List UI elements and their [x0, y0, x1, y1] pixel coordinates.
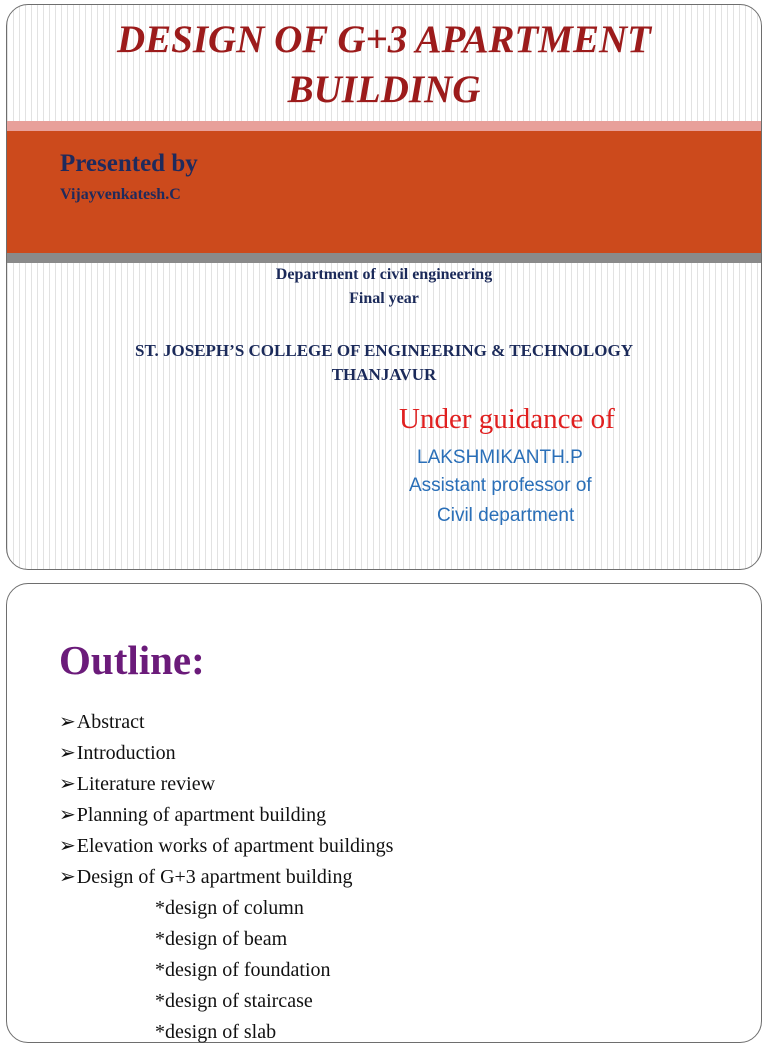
college-city: THANJAVUR: [331, 365, 437, 384]
guide-department: Civil department: [437, 505, 575, 526]
list-item: [59, 831, 393, 862]
presenter-name: Vijayvenkatesh.C: [60, 186, 181, 203]
arrow-bullet-icon: ➢: [59, 773, 76, 795]
arrow-bullet-icon: ➢: [59, 866, 76, 888]
sub-list-item: *design of column: [155, 897, 304, 919]
title-slide: [6, 4, 762, 570]
title-line-2: BUILDING: [287, 68, 481, 111]
sub-list-item: *design of foundation: [155, 959, 331, 981]
list-item: [59, 707, 393, 738]
college-name: ST. JOSEPH’S COLLEGE OF ENGINEERING & TECHNOLOGY: [135, 341, 633, 360]
sub-list-item: *design of slab: [155, 1021, 277, 1043]
presented-by-label: Presented by: [60, 150, 198, 177]
college-block: [7, 339, 761, 387]
arrow-bullet-icon: ➢: [59, 835, 76, 857]
outline-slide: [6, 583, 762, 1043]
year-text: Final year: [349, 290, 419, 307]
list-item-text: Elevation works of apartment buildings: [76, 835, 394, 857]
list-item-text: Literature review: [76, 773, 216, 795]
presentation-title: [7, 15, 761, 115]
department-block: [7, 263, 761, 311]
arrow-bullet-icon: ➢: [59, 742, 76, 764]
guide-name: LAKSHMIKANTH.P: [417, 447, 583, 468]
arrow-bullet-icon: ➢: [59, 711, 76, 733]
title-line-1: DESIGN OF G+3 APARTMENT: [116, 18, 651, 61]
outline-sublist: [155, 893, 331, 1048]
sub-list-item: *design of beam: [155, 928, 288, 950]
list-item-text: Design of G+3 apartment building: [76, 866, 353, 888]
list-item-text: Planning of apartment building: [76, 804, 327, 826]
list-item: [59, 738, 393, 769]
outline-heading: Outline:: [59, 637, 205, 683]
band-bottom-stripe: [7, 253, 761, 263]
presenter-band: [7, 131, 761, 253]
list-item: [59, 800, 393, 831]
arrow-bullet-icon: ➢: [59, 804, 76, 826]
department-text: Department of civil engineering: [275, 266, 493, 283]
guidance-heading: Under guidance of: [399, 403, 615, 435]
list-item: [59, 769, 393, 800]
guidance-block: [387, 399, 687, 531]
outline-list: [59, 707, 393, 893]
list-item: [59, 862, 393, 893]
band-top-stripe: [7, 121, 761, 131]
guide-role: Assistant professor of: [409, 475, 592, 496]
list-item-text: Abstract: [76, 711, 145, 733]
sub-list-item: *design of staircase: [155, 990, 313, 1012]
list-item-text: Introduction: [76, 742, 176, 764]
